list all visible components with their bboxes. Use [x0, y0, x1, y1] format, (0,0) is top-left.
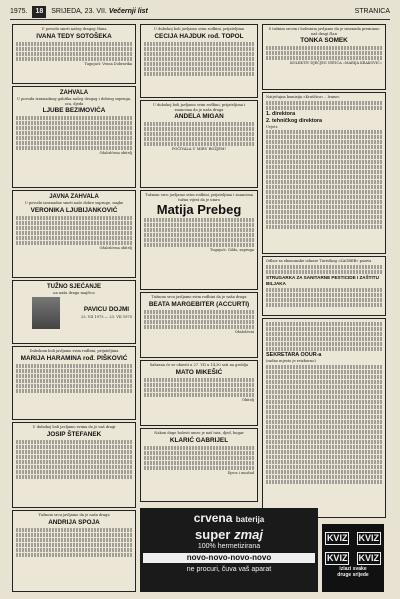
notice-signature: KOLEKTIV DJEČJEG VRTIĆA »MARIJA KRAKOVIĆ« — [290, 61, 382, 66]
notice-box — [140, 292, 258, 358]
notice-name: MARIJA HARAMINA rođ. PIŠKOVIĆ — [20, 354, 128, 362]
memorial-heading: TUŽNO SJEĆANJE — [46, 284, 101, 290]
job-intro: Natječajna komisija »Kruščica« – Ivanec — [266, 95, 340, 99]
kviz-line-1: izlazi svake — [339, 566, 367, 572]
page-number: 18 — [32, 6, 46, 18]
kviz-logo: KVIZ — [326, 553, 348, 563]
notice-name: TONKA SOMEK — [300, 37, 348, 45]
notice-box — [12, 190, 136, 278]
notice-name: IVANA TEDY SOTOŠEKA — [36, 32, 112, 40]
job-subtitle: (radno mjesto je reizborno) — [266, 359, 316, 363]
notice-closing: POČIVALA U MIRU BOŽJEM! — [171, 147, 227, 152]
header-date: SRIJEDA, 23. VII. — [51, 8, 107, 15]
notice-box — [140, 100, 258, 188]
kviz-logo: KVIZ — [326, 533, 348, 543]
notice-name: ANDELA MIGAN — [174, 113, 224, 121]
ad-brand-zmaj: zmaj — [234, 527, 263, 542]
memorial-years: 23. VII 1973 — 23. VII 1975 — [80, 315, 132, 320]
notice-box — [140, 428, 258, 502]
notice-box — [140, 360, 258, 426]
job-position-2: 2. tehničkog direktora — [266, 117, 323, 124]
job-ad-box — [262, 318, 386, 518]
ad-word-crvena: crvena — [193, 511, 233, 525]
notice-signature: Obitelj — [242, 397, 254, 402]
notice-box — [12, 24, 136, 84]
notice-name: Matija Prebeg — [156, 202, 242, 218]
battery-advertisement — [140, 508, 318, 592]
notice-intro: Odbor za ekonomske odnose Turistkog »ZAGREB« poziva — [266, 259, 372, 263]
notice-signature: Tugujući: Vesna Dobravika — [84, 61, 132, 66]
notice-box — [12, 422, 136, 508]
notice-intro: Dubokom boli javljamo svim rodbini, prijateljima — [29, 349, 119, 353]
notice-signature: Ožalošćena obitelj — [99, 151, 132, 156]
notice-box — [12, 510, 136, 592]
portrait-photo — [32, 297, 60, 329]
ad-word-super: super — [195, 527, 231, 542]
kviz-line-2: druge srijede — [337, 572, 369, 578]
kviz-logo: KVIZ — [358, 533, 380, 543]
header-year: 1975. — [10, 8, 28, 15]
notice-signature: Ožalošćena obitelj — [99, 245, 132, 250]
memorial-box — [12, 280, 136, 344]
notice-name: KLARIĆ GABRIJEL — [169, 436, 229, 444]
notice-name: ANDRIJA SPOJA — [48, 518, 100, 526]
notice-name: VERONIKA LJUBIJANKOVIĆ — [30, 206, 118, 214]
notice-signature: Tugujući: Gildo, supruga — [210, 248, 254, 253]
notice-box — [140, 190, 258, 290]
notice-name: CECIJA HAJDUK rođ. TOPOL — [154, 32, 244, 40]
notice-intro: Nakon duge bolesti umro je naš tata, djed, bugar — [154, 431, 244, 435]
notice-box — [12, 346, 136, 420]
notice-name: BEATA MARGEBITER (ACCURTI) — [148, 300, 250, 308]
job-position: SEKRETARA OOUR-a — [266, 352, 322, 358]
notice-intro: U povodu smrti našeg dragog člana — [41, 27, 107, 31]
notice-box — [262, 256, 386, 316]
ad-word-baterija: baterija — [235, 515, 265, 524]
job-ad-box — [262, 92, 386, 254]
page-header — [10, 6, 390, 18]
job-position-1: 1. direktora — [266, 110, 296, 117]
ad-novo-banner: novo-novo-novo-novo — [143, 553, 315, 563]
notice-intro: U dubokoj boli javljamo svim rodbini, prijateljima — [153, 27, 245, 31]
notice-name: STRUGARKA ZA SANITARNE PESTICIDE I ZAŠTITU BILJAKA — [266, 274, 379, 286]
notice-intro: S tužnim srcem i bolesnim javljamo da je iznenada preminuo naš dragi član — [268, 27, 380, 36]
notice-intro: Tužnom srcu javljamo da je naša draga — [38, 513, 110, 517]
notice-name: JOSIP ŠTEFANEK — [46, 430, 102, 438]
header-right: STRANICA — [354, 8, 390, 15]
notice-box — [140, 24, 258, 98]
notice-intro: U povodu iznenadnog gubitka našeg dragog i dobrog supruga, oca, djeda — [16, 97, 132, 106]
notice-signature: Ožalošćeni — [234, 329, 254, 334]
ad-slogan: ne procuri, čuva vaš aparat — [186, 566, 272, 573]
kviz-logo: KVIZ — [358, 553, 380, 563]
notice-name: MATO MIKEŠIĆ — [175, 368, 223, 376]
notice-name: LJUBE BEZIMOVIĆA — [42, 107, 106, 115]
ad-tagline: 100% hermetizirana — [197, 543, 261, 550]
notice-signature: Djeca i unučad — [227, 470, 254, 475]
newspaper-title: Večernji list — [108, 8, 148, 15]
header-rule — [10, 19, 390, 20]
notice-intro: U povodu iznenadne smrti naše dobre supruge, majke — [24, 201, 124, 205]
notice-box — [12, 86, 136, 188]
notice-heading: JAVNA ZAHVALA — [49, 194, 99, 200]
kviz-advertisement — [322, 524, 384, 592]
notice-intro: Sahrana će se obaviti u 27. VII u 14,30 sati na groblju — [149, 363, 249, 367]
memorial-name: PAVICU DOJMI — [83, 306, 130, 314]
notice-intro: U dubokoj boli javljamo svima da je naš dragi — [32, 425, 116, 429]
memorial-intro: na našu dragu majčicu — [53, 291, 95, 295]
notice-heading: ZAHVALA — [59, 90, 89, 96]
notice-intro: Tužnom srcu javljamo svim rodbini da je naša draga — [151, 295, 247, 299]
notice-box — [262, 24, 386, 90]
job-requirements-label: Uvjeti: — [266, 124, 279, 129]
notice-intro: U dubokoj boli javljamo svim rodbini, prijateljima i znancima da je naša draga — [152, 103, 246, 112]
notice-intro: Tužnom srcu javljamo svim rodbini, prijateljima i znancima tužnu vijest da je umro — [145, 193, 253, 202]
